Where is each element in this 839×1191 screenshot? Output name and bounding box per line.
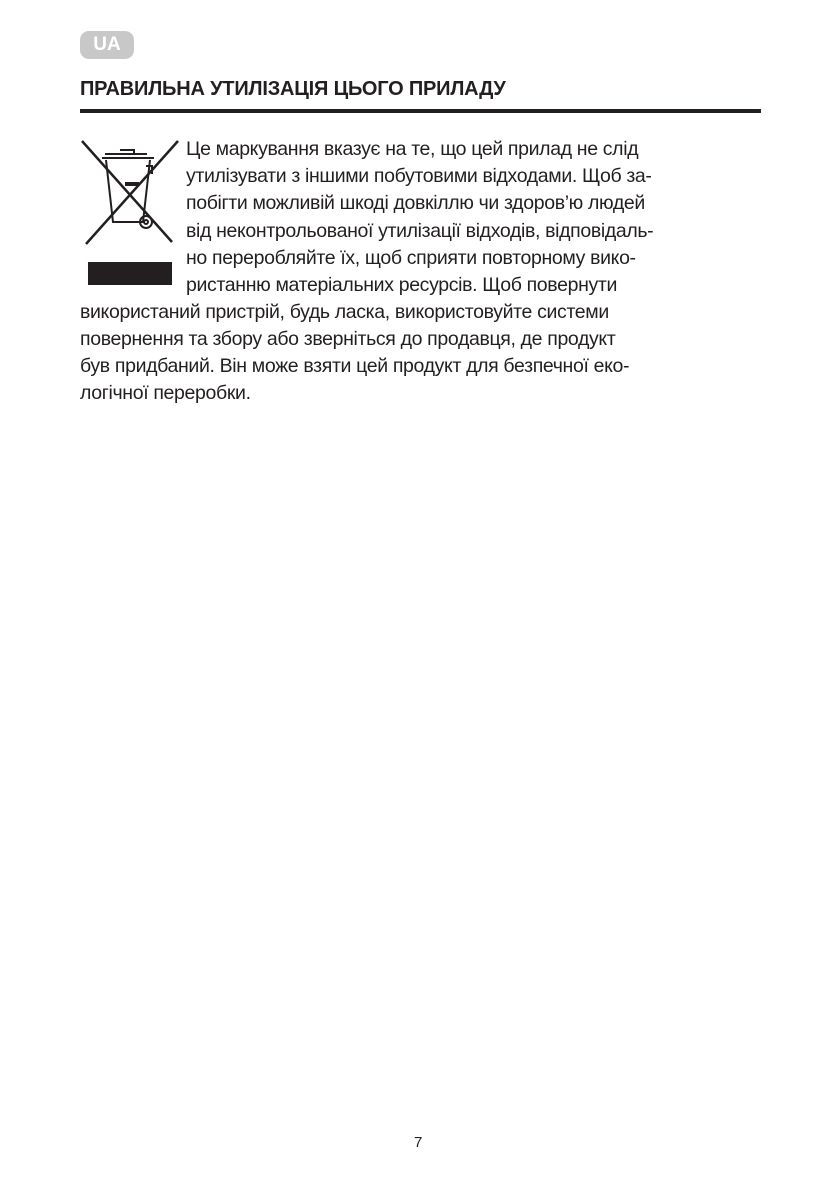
title-divider (80, 109, 761, 113)
paragraph-line: но переробляйте їх, щоб сприяти повторному вико- (186, 247, 636, 269)
crossed-out-wheelie-bin-icon (80, 136, 180, 288)
paragraph-line: ристанню матеріальних ресурсів. Щоб повернути (186, 274, 618, 296)
paragraph-line: логічної переробки. (80, 382, 251, 404)
paragraph-line: використаний пристрій, будь ласка, використовуйте системи (80, 301, 609, 323)
paragraph-line: від неконтрольованої утилізації відходів, відповідаль- (186, 220, 654, 242)
paragraph-line: утилізувати з іншими побутовими відходами. Щоб за- (186, 165, 652, 187)
paragraph-line: повернення та збору або зверніться до продавця, де продукт (80, 328, 616, 350)
paragraph-line: був придбаний. Він може взяти цей продукт для безпечної еко- (80, 355, 630, 377)
page-number: 7 (414, 1134, 423, 1151)
paragraph-line: побігти можливій шкоді довкіллю чи здоров’ю людей (186, 192, 645, 214)
language-badge: UA (80, 31, 134, 59)
paragraph-line: Це маркування вказує на те, що цей прилад не слід (186, 138, 639, 160)
section-title: ПРАВИЛЬНА УТИЛІЗАЦІЯ ЦЬОГО ПРИЛАДУ (80, 78, 506, 100)
